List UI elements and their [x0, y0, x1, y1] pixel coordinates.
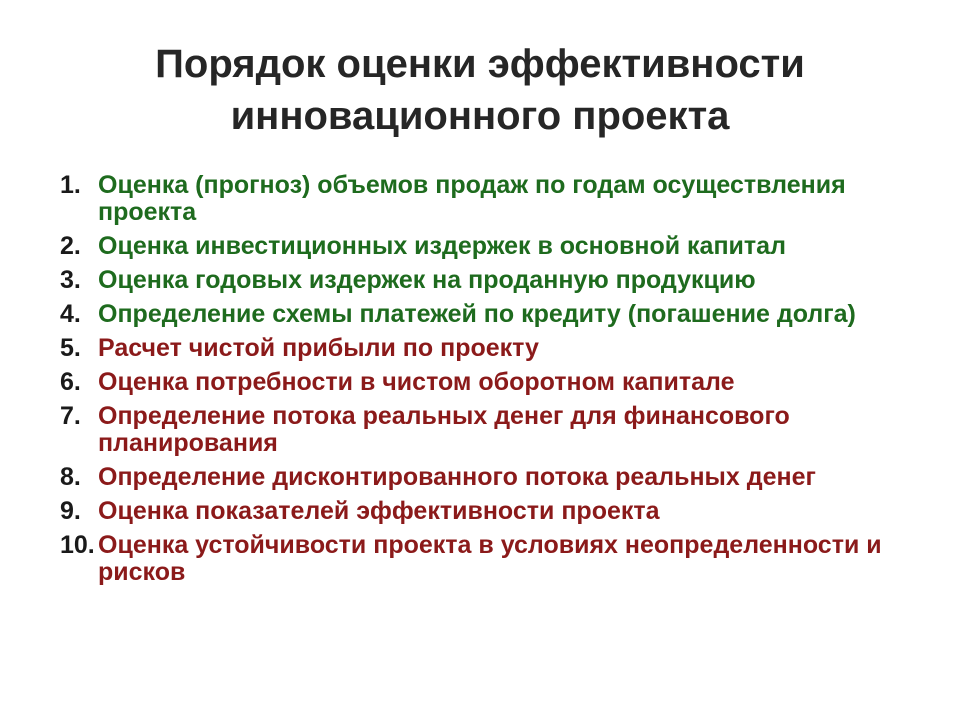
slide-title — [60, 38, 900, 142]
list-item-number: 9. — [60, 497, 81, 525]
list-item-text: Оценка годовых издержек на проданную продукцию — [98, 266, 756, 294]
list-item-text: Оценка устойчивости проекта в условиях неопределенности и рисков — [98, 531, 882, 586]
steps-list — [60, 172, 920, 593]
list-item-text: Определение дисконтированного потока реальных денег — [98, 463, 816, 491]
list-item — [60, 403, 920, 457]
list-item-text: Оценка потребности в чистом оборотном капитале — [98, 368, 735, 396]
list-item-text: Оценка показателей эффективности проекта — [98, 497, 660, 525]
list-item-text: Оценка инвестиционных издержек в основной капитал — [98, 232, 786, 260]
list-item-text: Определение схемы платежей по кредиту (погашение долга) — [98, 300, 856, 328]
list-item — [60, 233, 920, 260]
list-item — [60, 301, 920, 328]
list-item — [60, 172, 920, 226]
list-item-number: 4. — [60, 300, 81, 328]
list-item-text: Оценка (прогноз) объемов продаж по годам осуществления проекта — [98, 171, 846, 226]
list-item-number: 1. — [60, 171, 81, 199]
slide-title-line-1: Порядок оценки эффективности — [155, 42, 805, 86]
list-item-number: 5. — [60, 334, 81, 362]
list-item — [60, 369, 920, 396]
list-item-number: 7. — [60, 402, 81, 430]
list-item — [60, 532, 920, 586]
list-item-text: Расчет чистой прибыли по проекту — [98, 334, 539, 362]
list-item-number: 10. — [60, 531, 95, 559]
list-item-number: 8. — [60, 463, 81, 491]
list-item-number: 2. — [60, 232, 81, 260]
slide-title-line-2: инновационного проекта — [230, 94, 730, 138]
list-item — [60, 267, 920, 294]
list-item — [60, 498, 920, 525]
list-item-number: 6. — [60, 368, 81, 396]
list-item — [60, 335, 920, 362]
list-item-text: Определение потока реальных денег для финансового планирования — [98, 402, 790, 457]
list-item — [60, 464, 920, 491]
list-item-number: 3. — [60, 266, 81, 294]
